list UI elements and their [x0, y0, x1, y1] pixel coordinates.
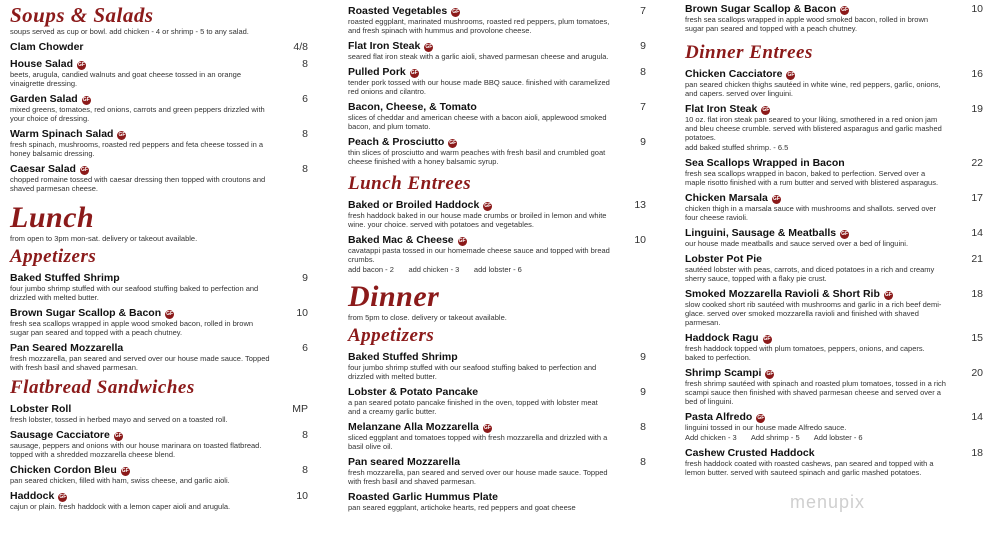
menu-item-price: 10 [296, 490, 308, 502]
gluten-free-icon: GF [763, 336, 771, 342]
menu-item-price: 21 [971, 253, 983, 265]
menu-item-price: 18 [971, 288, 983, 300]
menu-item-description: slow cooked short rib sautéed with mushrooms and garlic in a rich beef demi-glace. served over smoked mozzarella ravioli and finished with shaved parmesan. [685, 300, 942, 327]
gluten-free-icon: GF [118, 132, 126, 138]
menu-item [10, 128, 308, 158]
menu-item-price: 6 [302, 93, 308, 105]
menu-item-title: Warm Spinach Salad [10, 128, 114, 140]
gluten-free-icon: GF [484, 203, 492, 209]
menu-item [685, 3, 983, 33]
menu-item-title: Chicken Cordon Bleu [10, 464, 117, 476]
gluten-free-icon: GF [483, 425, 491, 431]
menu-item-price: 9 [640, 351, 646, 363]
menu-item-name [685, 253, 965, 265]
lunch-appetizer-items [10, 272, 308, 372]
menu-item-price: 20 [971, 367, 983, 379]
menu-item-title: Brown Sugar Scallop & Bacon [10, 307, 162, 319]
section-heading-lunch-entrees: Lunch Entrees [348, 173, 472, 194]
menu-item [685, 253, 983, 283]
menu-item-name [685, 411, 965, 423]
menu-item-price: 8 [302, 429, 308, 441]
menu-item-price: 8 [302, 464, 308, 476]
menu-item-title: Pan Seared Mozzarella [10, 342, 124, 354]
menu-item-description: fresh haddock topped with plum tomatoes, peppers, onions, and capers. baked to perfection. [685, 344, 925, 362]
menu-item [685, 192, 983, 222]
watermark: menupix [790, 492, 866, 512]
menu-item-addons: add baked stuffed shrimp. - 6.5 [685, 143, 789, 152]
menu-item-name [10, 128, 290, 140]
menu-item-name [685, 68, 965, 80]
menu-item [348, 199, 646, 229]
gluten-free-icon: GF [114, 433, 122, 439]
menu-item-name [685, 192, 965, 204]
gluten-free-icon: GF [78, 62, 85, 68]
menu-item-price: 8 [640, 66, 646, 78]
menu-item [348, 40, 646, 61]
menu-item-name [348, 234, 628, 246]
menu-item [10, 163, 308, 193]
gluten-free-icon: GF [449, 140, 457, 146]
menu-item [10, 342, 308, 372]
menu-item-description: cavatappi pasta tossed in our homemade cheese sauce and topped with bread crumbs. [348, 246, 610, 264]
menu-item-name [10, 464, 290, 476]
menu-item-name [10, 272, 290, 284]
menu-item [10, 403, 308, 424]
menu-item-price: 18 [971, 447, 983, 459]
menu-item-title: Chicken Cacciatore [685, 68, 783, 80]
menu-item-description: fresh haddock baked in our house made crumbs or broiled in lemon and white wine. your choice. served with potatoes and vegetables. [348, 211, 607, 229]
menu-item-price: 16 [971, 68, 983, 80]
menu-item-name [10, 58, 290, 70]
menu-item [10, 272, 308, 302]
menu-item [685, 157, 983, 187]
menu-item-name [348, 199, 628, 211]
menu-item [348, 351, 646, 381]
dinner-note: from 5pm to close. delivery or takeout available. [348, 313, 507, 322]
soups-items [10, 41, 308, 193]
gluten-free-icon: GF [82, 97, 90, 103]
menu-item-name [10, 93, 290, 105]
menu-item [10, 464, 308, 485]
menu-item [10, 41, 308, 53]
gluten-free-icon: GF [841, 7, 849, 13]
menu-item-price: 8 [302, 163, 308, 175]
menu-item-description: 10 oz. flat iron steak pan seared to your liking, smothered in a red onion jam and bleu cheese crumble. served with blistered asparagus and garlic mashed potatoes. [685, 115, 942, 142]
menu-item-description: roasted eggplant, marinated mushrooms, roasted red peppers, plum tomatoes, and fresh spinach with hummus and provolone cheese. [348, 17, 610, 35]
menu-item-description: linguini tossed in our house made Alfredo sauce. [685, 423, 847, 432]
menu-item-price: 7 [640, 5, 646, 17]
menu-item-description: fresh mozzarella, pan seared and served over our house made sauce. Topped with fresh basil and shaved parmesan. [10, 354, 270, 372]
menu-item-title: Lobster Roll [10, 403, 72, 415]
menu-item-description: four jumbo shrimp stuffed with our seafood stuffing baked to perfection and drizzled with melted butter. [348, 363, 597, 381]
menu-item-description: chicken thigh in a marsala sauce with mushrooms and shallots. served over four cheese ravioli. [685, 204, 936, 222]
menu-item-name [348, 66, 628, 78]
menu-item-description: fresh spinach, mushrooms, roasted red peppers and feta cheese tossed in a honey balsamic dressing. [10, 140, 264, 158]
menu-item-title: Brown Sugar Scallop & Bacon [685, 3, 837, 15]
menu-item [685, 447, 983, 477]
gluten-free-icon: GF [425, 44, 433, 50]
menu-item-title: Roasted Vegetables [348, 5, 448, 17]
menu-item-title: Baked Mac & Cheese [348, 234, 454, 246]
section-heading-appetizers: Appetizers [10, 246, 97, 267]
menu-item-description: sliced eggplant and tomatoes topped with fresh mozzarella and drizzled with a basil olive oil. [348, 433, 608, 451]
menu-item-price: 10 [296, 307, 308, 319]
menu-item-name [348, 5, 628, 17]
menu-item-description: pan seared chicken, filled with ham, swiss cheese, and garlic aioli. [10, 476, 230, 485]
menu-item-price: 8 [640, 456, 646, 468]
soups-note: soups served as cup or bowl. add chicken - 4 or shrimp - 5 to any salad. [10, 27, 249, 36]
menu-item-price: 9 [640, 136, 646, 148]
menu-item-title: House Salad [10, 58, 74, 70]
menu-item-title: Clam Chowder [10, 41, 84, 53]
menu-item [348, 456, 646, 486]
menu-item-title: Lobster & Potato Pancake [348, 386, 479, 398]
menu-item-price: 6 [302, 342, 308, 354]
menu-item-title: Sausage Cacciatore [10, 429, 110, 441]
menu-item-description: sausage, peppers and onions with our house marinara on toasted flatbread. topped with a shredded mozzarella cheese blend. [10, 441, 262, 459]
menu-item [348, 101, 646, 131]
lunch-note: from open to 3pm mon-sat. delivery or takeout available. [10, 234, 198, 243]
menu-item [348, 386, 646, 416]
gluten-free-icon: GF [458, 238, 466, 244]
menu-item-description: thin slices of prosciutto and warm peaches with fresh basil and crumbled goat cheese finished with a honey balsamic syrup. [348, 148, 606, 166]
dinner-entree-items [685, 68, 983, 477]
menu-item-title: Baked or Broiled Haddock [348, 199, 480, 211]
menu-item [685, 367, 983, 406]
menu-item-price: 13 [634, 199, 646, 211]
menu-item [10, 429, 308, 459]
menu-item-name [685, 103, 965, 115]
dinner-appetizer-items-continued [685, 3, 983, 33]
menu-item-description: a pan seared potato pancake finished in the oven, topped with lobster meat and a creamy garlic butter. [348, 398, 598, 416]
menu-item [685, 288, 983, 327]
section-heading-soups-salads: Soups & Salads [10, 3, 154, 27]
menu-item-title: Flat Iron Steak [348, 40, 421, 52]
menu-item-name [348, 421, 628, 433]
section-heading-lunch: Lunch [10, 201, 95, 234]
menu-item-name [685, 227, 965, 239]
menu-item-description: tender pork tossed with our house made BBQ sauce. finished with caramelized red onions and cilantro. [348, 78, 610, 96]
menu-item [10, 93, 308, 123]
menu-item-price: 22 [971, 157, 983, 169]
menu-item-description: fresh shrimp sautéed with spinach and roasted plum tomatoes, tossed in a rich scampi sauce then finished with shaved parmesan cheese and served over a bed of linguini. [685, 379, 946, 406]
gluten-free-icon: GF [59, 494, 67, 500]
menu-item-price: 19 [971, 103, 983, 115]
menu-item-description: pan seared eggplant, artichoke hearts, red peppers and goat cheese [348, 503, 576, 512]
menu-item-name [348, 491, 628, 503]
dinner-appetizer-items [348, 351, 646, 512]
menu-item-price: MP [292, 403, 308, 415]
gluten-free-icon: GF [410, 70, 418, 76]
menu-item-title: Smoked Mozzarella Ravioli & Short Rib [685, 288, 880, 300]
menu-item-title: Shrimp Scampi [685, 367, 762, 379]
menu-item-title: Sea Scallops Wrapped in Bacon [685, 157, 845, 169]
flatbread-items-continued [348, 5, 646, 166]
menu-item-name [10, 403, 290, 415]
menu-item [10, 307, 308, 337]
lunch-entree-items [348, 199, 646, 274]
menu-item-name [10, 307, 290, 319]
menu-item-description: slices of cheddar and american cheese with a bacon aioli, applewood smoked bacon, and plum tomato. [348, 113, 607, 131]
menu-item-title: Flat Iron Steak [685, 103, 758, 115]
menu-item-name [348, 136, 628, 148]
menu-item-title: Haddock [10, 490, 55, 502]
menu-item-name [348, 101, 628, 113]
menu-item-description: fresh sea scallops wrapped in apple wood smoked bacon, rolled in brown sugar pan seared and topped with a peach chutney. [685, 15, 929, 33]
menu-item [685, 68, 983, 98]
menu-item [348, 421, 646, 451]
menu-item-price: 10 [634, 234, 646, 246]
menu-item-description: beets, arugula, candied walnuts and goat cheese tossed in an orange vinaigrette dressing. [10, 70, 241, 88]
menu-item [685, 411, 983, 442]
gluten-free-icon: GF [757, 415, 765, 421]
menu-item [685, 227, 983, 248]
menu-item-name [10, 163, 290, 175]
menu-item [348, 491, 628, 512]
menu-item-name [348, 40, 628, 52]
section-heading-dinner-entrees: Dinner Entrees [685, 42, 813, 63]
menu-item-title: Baked Stuffed Shrimp [10, 272, 120, 284]
menu-item-title: Pan seared Mozzarella [348, 456, 461, 468]
menu-item-name [10, 41, 290, 53]
menu-item-price: 14 [971, 411, 983, 423]
menu-item-description: seared flat iron steak with a garlic aioli, shaved parmesan cheese and arugula. [348, 52, 609, 61]
menu-item [348, 136, 646, 166]
menu-item-description: mixed greens, tomatoes, red onions, carrots and green peppers drizzled with your choice of dressing. [10, 105, 265, 123]
menu-item [685, 103, 983, 152]
gluten-free-icon: GF [121, 468, 129, 474]
menu-item-name [10, 490, 290, 502]
menu-item-title: Garden Salad [10, 93, 78, 105]
menu-item-name [685, 288, 965, 300]
menu-item-title: Haddock Ragu [685, 332, 759, 344]
menu-item-price: 17 [971, 192, 983, 204]
menu-item-price: 9 [640, 40, 646, 52]
menu-item-description: fresh haddock coated with roasted cashews, pan seared and topped with a lemon butter. served with sauteed spinach and garlic mashed potatoes. [685, 459, 934, 477]
menu-item-title: Melanzane Alla Mozzarella [348, 421, 479, 433]
menu-item-title: Linguini, Sausage & Meatballs [685, 227, 837, 239]
menu-item-price: 4/8 [293, 41, 308, 53]
menu-item-name [348, 351, 628, 363]
gluten-free-icon: GF [762, 107, 770, 113]
menu-item-title: Roasted Garlic Hummus Plate [348, 491, 498, 503]
menu-item-description: our house made meatballs and sauce served over a bed of linguini. [685, 239, 909, 248]
menu-item-addons: add bacon - 2 add chicken - 3 add lobster - 6 [348, 265, 522, 274]
menu-item-price: 8 [302, 128, 308, 140]
menu-item-description: fresh lobster, tossed in herbed mayo and served on a toasted roll. [10, 415, 228, 424]
menu-item-addons: Add chicken - 3 Add shrimp - 5 Add lobster - 6 [685, 433, 863, 442]
menu-item-description: fresh mozzarella, pan seared and served over our house made sauce. Topped with fresh basil and shaved parmesan. [348, 468, 608, 486]
menu-item-description: fresh sea scallops wrapped in apple wood smoked bacon, rolled in brown sugar pan seared and topped with a peach chutney. [10, 319, 254, 337]
menu-item-description: pan seared chicken thighs sautéed in white wine, red peppers, garlic, onions, and capers. served over linguini. [685, 80, 941, 98]
menu-column-left [10, 0, 308, 511]
menu-item-price: 14 [971, 227, 983, 239]
gluten-free-icon: GF [772, 196, 780, 202]
menu-item-name [685, 447, 965, 459]
menu-column-middle [348, 0, 646, 512]
menu-item-name [685, 157, 965, 169]
menu-item [348, 66, 646, 96]
gluten-free-icon: GF [80, 167, 88, 173]
gluten-free-icon: GF [841, 231, 849, 237]
menu-item-title: Chicken Marsala [685, 192, 768, 204]
menu-item-description: four jumbo shrimp stuffed with our seafood stuffing baked to perfection and drizzled with melted butter. [10, 284, 259, 302]
menu-item-name [10, 342, 290, 354]
menu-item-description: chopped romaine tossed with caesar dressing then topped with croutons and shaved parmesan cheese. [10, 175, 266, 193]
menu-item-description: cajun or plain. fresh haddock with a lemon caper aioli and arugula. [10, 502, 231, 511]
menu-item-name [685, 367, 965, 379]
section-heading-dinner-appetizers: Appetizers [348, 325, 435, 346]
menu-item-title: Lobster Pot Pie [685, 253, 763, 265]
section-heading-flatbread: Flatbread Sandwiches [10, 377, 195, 398]
gluten-free-icon: GF [787, 72, 795, 78]
menu-item-description: sautéed lobster with peas, carrots, and diced potatoes in a rich and creamy sherry sauce, topped with a flaky pie crust. [685, 265, 935, 283]
menu-item [685, 332, 983, 362]
menu-item [10, 58, 308, 88]
gluten-free-icon: GF [766, 371, 774, 377]
menu-item-title: Cashew Crusted Haddock [685, 447, 815, 459]
flatbread-items [10, 403, 308, 511]
menu-item-price: 15 [971, 332, 983, 344]
menu-column-right [685, 0, 983, 477]
menu-item-name [10, 429, 290, 441]
gluten-free-icon: GF [166, 311, 174, 317]
gluten-free-icon: GF [884, 292, 892, 298]
menu-item-title: Peach & Prosciutto [348, 136, 445, 148]
menu-item [348, 234, 646, 274]
menu-item-price: 9 [640, 386, 646, 398]
menu-item [348, 5, 646, 35]
gluten-free-icon: GF [452, 9, 460, 15]
menu-item-title: Bacon, Cheese, & Tomato [348, 101, 477, 113]
menu-item-description: fresh sea scallops wrapped in bacon, baked to perfection. Served over a maple risotto finished with a rum butter and served with blistered asparagus. [685, 169, 939, 187]
menu-item-name [685, 3, 965, 15]
menu-item-title: Baked Stuffed Shrimp [348, 351, 458, 363]
menu-item [10, 490, 308, 511]
menu-item-name [348, 386, 628, 398]
menu-item-title: Pulled Pork [348, 66, 406, 78]
section-heading-dinner: Dinner [348, 280, 440, 313]
menu-item-price: 8 [640, 421, 646, 433]
menu-item-name [685, 332, 965, 344]
menu-item-price: 8 [302, 58, 308, 70]
menu-item-title: Pasta Alfredo [685, 411, 753, 423]
menu-item-title: Caesar Salad [10, 163, 76, 175]
menu-item-name [348, 456, 628, 468]
menu-item-price: 10 [971, 3, 983, 15]
menu-item-price: 7 [640, 101, 646, 113]
menu-item-price: 9 [302, 272, 308, 284]
